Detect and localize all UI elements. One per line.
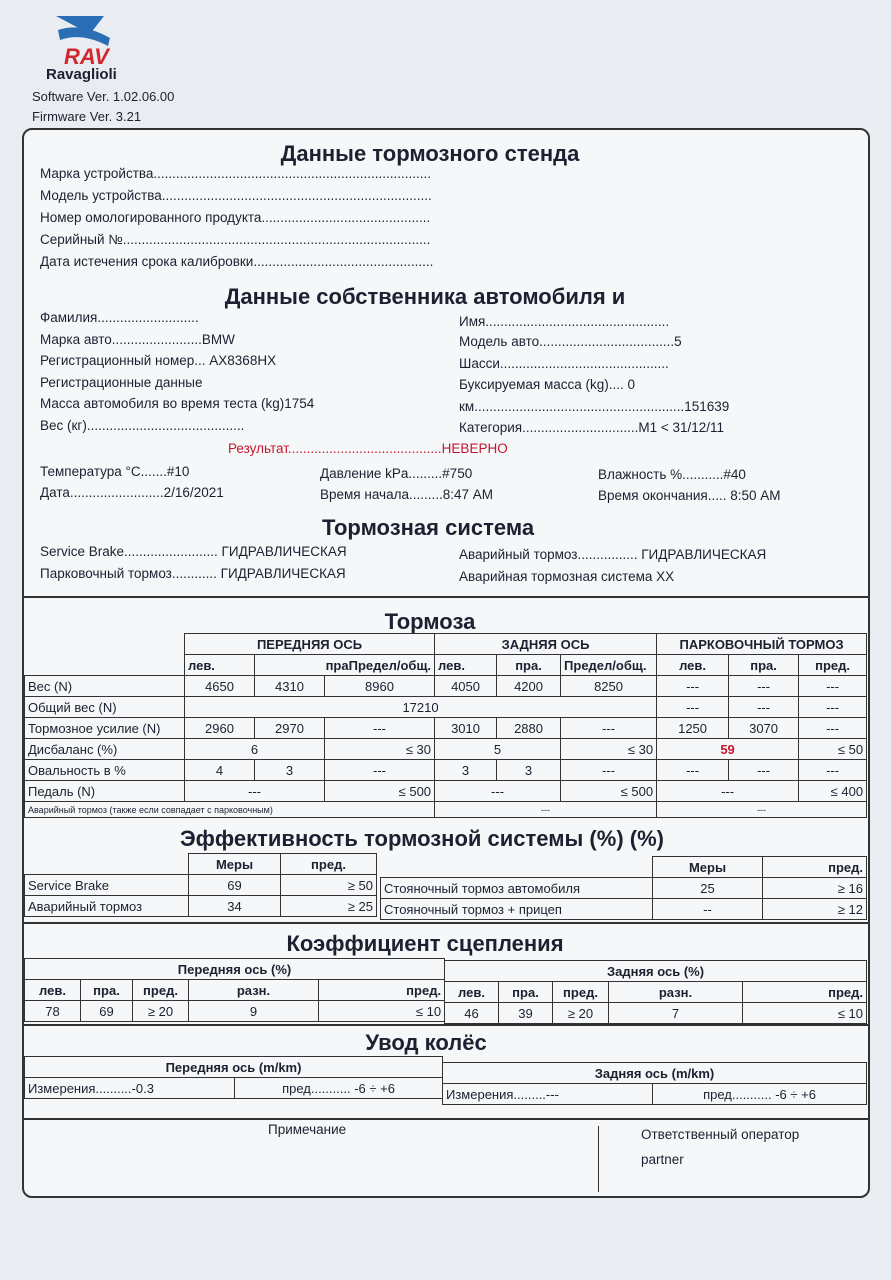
subheader: лев. <box>435 655 497 676</box>
end-time: Время окончания..... 8:50 AM <box>598 488 781 503</box>
cell: 2970 <box>255 718 325 739</box>
toe-front-title: Передняя ось (m/km) <box>25 1057 443 1078</box>
efficiency-left-table <box>24 853 377 917</box>
toe-rear-table <box>442 1062 867 1105</box>
owner-title: Данные собственника автомобиля и <box>224 284 626 309</box>
table-row <box>381 878 867 899</box>
note-label: Примечание <box>268 1122 347 1137</box>
toe-front-measure: Измерения..........-0.3 <box>25 1078 235 1099</box>
cell: 7 <box>609 1003 743 1024</box>
cell: --- <box>657 781 799 802</box>
table-row <box>25 760 867 781</box>
owner-field: Категория...............................M1 < 31/12/11 <box>459 420 725 435</box>
owner-field: Имя................................................. <box>459 314 670 329</box>
adhesion-rear-title: Задняя ось (%) <box>445 961 867 982</box>
cell: 46 <box>445 1003 499 1024</box>
row-label: Дисбаланс (%) <box>25 739 185 760</box>
brakes-group-row <box>25 634 867 655</box>
operator-name: partner <box>641 1152 684 1167</box>
cell: --- <box>799 697 867 718</box>
cell: 3 <box>435 760 497 781</box>
toe-front-table <box>24 1056 443 1099</box>
cell: --- <box>185 781 325 802</box>
subheader: пред. <box>799 655 867 676</box>
row-label: Стояночный тормоз автомобиля <box>381 878 653 899</box>
emergency-system: Аварийная тормозная система XX <box>459 569 675 584</box>
cell: ≥ 16 <box>763 878 867 899</box>
owner-field: Фамилия........................... <box>40 310 199 325</box>
cell: ≤ 30 <box>325 739 435 760</box>
cell: --- <box>325 718 435 739</box>
cell: 4 <box>185 760 255 781</box>
cell: 5 <box>435 739 561 760</box>
subheader: Предел/общ. <box>561 655 657 676</box>
table-row <box>25 802 867 818</box>
row-label: Овальность в % <box>25 760 185 781</box>
owner-field: км........................................................151639 <box>459 399 730 414</box>
head-limit: пред. <box>281 854 377 875</box>
subheader: пред. <box>553 982 609 1003</box>
owner-field: Масса автомобиля во время теста (kg)1754 <box>40 396 315 411</box>
subheader: разн. <box>609 982 743 1003</box>
brakes-footnote: Аварийный тормоз (также если совпадает с парковочным) <box>25 802 435 818</box>
subheader: лев. <box>185 655 255 676</box>
brakes-title: Тормоза <box>384 609 476 634</box>
owner-field: Шасси............................................. <box>459 356 669 371</box>
head-limit: пред. <box>763 857 867 878</box>
table-row <box>381 899 867 920</box>
cell: --- <box>657 676 729 697</box>
toe-rear-limit: пред........... -6 ÷ +6 <box>653 1084 867 1105</box>
group-rear: ЗАДНЯЯ ОСЬ <box>435 634 657 655</box>
stand-field: Марка устройства.......................................................................... <box>40 166 431 181</box>
table-row <box>25 676 867 697</box>
emergency-brake: Аварийный тормоз................ ГИДРАВЛИЧЕСКАЯ <box>459 547 767 562</box>
cell: ≥ 20 <box>553 1003 609 1024</box>
brakes-table <box>24 633 867 818</box>
subheader: лев. <box>25 980 81 1001</box>
cell: --- <box>799 718 867 739</box>
parking-brake: Парковочный тормоз............ ГИДРАВЛИЧЕСКАЯ <box>40 566 346 581</box>
cell: --- <box>657 760 729 781</box>
cell: --- <box>657 697 729 718</box>
temperature: Температура °С.......#10 <box>40 464 190 479</box>
cell: --- <box>729 760 799 781</box>
group-front: ПЕРЕДНЯЯ ОСЬ <box>185 634 435 655</box>
brand-name: Ravaglioli <box>46 66 117 83</box>
cell: ≥ 12 <box>763 899 867 920</box>
row-label: Аварийный тормоз <box>25 896 189 917</box>
cell: --- <box>729 697 799 718</box>
cell: 4310 <box>255 676 325 697</box>
efficiency-title: Эффективность тормозной системы (%) (%) <box>180 826 664 851</box>
head-measures: Меры <box>189 854 281 875</box>
divider <box>22 1118 868 1120</box>
cell: -- <box>653 899 763 920</box>
adhesion-rear-table <box>444 960 867 1024</box>
pressure: Давление kPa.........#750 <box>320 466 473 481</box>
stand-title: Данные тормозного стенда <box>280 141 580 166</box>
row-label: Педаль (N) <box>25 781 185 802</box>
toe-rear-title: Задняя ось (m/km) <box>443 1063 867 1084</box>
adhesion-title: Коэффициент сцепления <box>286 931 564 956</box>
cell: 25 <box>653 878 763 899</box>
firmware-version: Firmware Ver. 3.21 <box>32 109 142 124</box>
toe-rear-measure: Измерения.........--- <box>443 1084 653 1105</box>
stand-field: Серийный №.................................................................................. <box>40 232 431 247</box>
test-date: Дата.........................2/16/2021 <box>40 485 224 500</box>
owner-field: Регистрационные данные <box>40 375 203 390</box>
subheader: пред. <box>133 980 189 1001</box>
row-label: Общий вес (N) <box>25 697 185 718</box>
cell: 69 <box>189 875 281 896</box>
software-version: Software Ver. 1.02.06.00 <box>32 89 175 104</box>
subheader: лев. <box>445 982 499 1003</box>
subheader: пра. <box>497 655 561 676</box>
start-time: Время начала.........8:47 AM <box>320 487 493 502</box>
cell: ≤ 10 <box>319 1001 445 1022</box>
cell: 69 <box>81 1001 133 1022</box>
cell: ≤ 30 <box>561 739 657 760</box>
cell: --- <box>729 676 799 697</box>
cell: 1250 <box>657 718 729 739</box>
cell: 2960 <box>185 718 255 739</box>
cell: --- <box>799 676 867 697</box>
cell: 6 <box>185 739 325 760</box>
table-row <box>25 739 867 760</box>
cell: 2880 <box>497 718 561 739</box>
table-row <box>25 697 867 718</box>
table-row <box>25 875 377 896</box>
cell: 4200 <box>497 676 561 697</box>
group-parking: ПАРКОВОЧНЫЙ ТОРМОЗ <box>657 634 867 655</box>
cell-imbalance-parking: 59 <box>657 739 799 760</box>
result-line: Результат.........................................НЕВЕРНО <box>228 441 508 456</box>
cell: --- <box>657 802 867 818</box>
owner-field: Модель авто....................................5 <box>459 334 682 349</box>
stand-field: Номер омологированного продукта............................................. <box>40 210 431 225</box>
head-measures: Меры <box>653 857 763 878</box>
subheader: пра. <box>729 655 799 676</box>
cell: ≤ 10 <box>743 1003 867 1024</box>
subheader: разн. <box>189 980 319 1001</box>
cell: 3 <box>497 760 561 781</box>
divider <box>22 596 868 598</box>
subheader: пред. <box>319 980 445 1001</box>
stand-field: Дата истечения срока калибровки................................................ <box>40 254 434 269</box>
owner-field: Регистрационный номер... AX8368HX <box>40 353 277 368</box>
cell: ≥ 25 <box>281 896 377 917</box>
table-row <box>25 1078 443 1099</box>
cell: ≤ 500 <box>325 781 435 802</box>
cell: 34 <box>189 896 281 917</box>
adhesion-front-table <box>24 958 445 1022</box>
service-brake: Service Brake......................... ГИДРАВЛИЧЕСКАЯ <box>40 544 347 559</box>
stand-field: Модель устройства........................................................................ <box>40 188 432 203</box>
subheader: пра. <box>81 980 133 1001</box>
cell: ≥ 50 <box>281 875 377 896</box>
subheader: пра. <box>499 982 553 1003</box>
row-label: Стояночный тормоз + прицеп <box>381 899 653 920</box>
cell: ≤ 50 <box>799 739 867 760</box>
logo-text: RAV <box>64 44 109 68</box>
table-row <box>25 718 867 739</box>
cell: 8960 <box>325 676 435 697</box>
owner-field: Марка авто........................BMW <box>40 332 235 347</box>
cell: --- <box>435 802 657 818</box>
cell: ≤ 500 <box>561 781 657 802</box>
table-row <box>443 1084 867 1105</box>
cell: 4650 <box>185 676 255 697</box>
brake-system-title: Тормозная система <box>321 515 535 540</box>
humidity: Влажность %...........#40 <box>598 467 746 482</box>
cell: 3070 <box>729 718 799 739</box>
brakes-subheader-row <box>25 655 867 676</box>
cell: --- <box>435 781 561 802</box>
cell: 4050 <box>435 676 497 697</box>
row-label: Тормозное усилие (N) <box>25 718 185 739</box>
cell: --- <box>799 760 867 781</box>
table-row <box>25 896 377 917</box>
cell: 3 <box>255 760 325 781</box>
adhesion-front-title: Передняя ось (%) <box>25 959 445 980</box>
owner-field: Буксируемая масса (kg).... 0 <box>459 377 636 392</box>
cell: --- <box>561 760 657 781</box>
cell: ≤ 400 <box>799 781 867 802</box>
operator-label: Ответственный оператор <box>641 1127 800 1142</box>
footer-divider <box>598 1126 599 1192</box>
subheader: лев. <box>657 655 729 676</box>
table-row <box>25 781 867 802</box>
cell: --- <box>561 718 657 739</box>
table-row <box>25 1001 445 1022</box>
cell: --- <box>325 760 435 781</box>
efficiency-right-table <box>380 856 867 920</box>
table-row <box>445 1003 867 1024</box>
divider <box>22 922 868 924</box>
row-label: Service Brake <box>25 875 189 896</box>
brand-logo <box>52 12 114 68</box>
cell: 8250 <box>561 676 657 697</box>
row-label: Вес (N) <box>25 676 185 697</box>
cell: 3010 <box>435 718 497 739</box>
toe-title: Увод колёс <box>365 1030 487 1055</box>
toe-front-limit: пред........... -6 ÷ +6 <box>235 1078 443 1099</box>
subheader: пред. <box>743 982 867 1003</box>
owner-field: Вес (кг).......................................... <box>40 418 245 433</box>
cell: ≥ 20 <box>133 1001 189 1022</box>
divider <box>22 1024 868 1026</box>
cell: 39 <box>499 1003 553 1024</box>
cell: 9 <box>189 1001 319 1022</box>
cell: 78 <box>25 1001 81 1022</box>
subheader: праПредел/общ. <box>255 655 435 676</box>
total-weight: 17210 <box>185 697 657 718</box>
